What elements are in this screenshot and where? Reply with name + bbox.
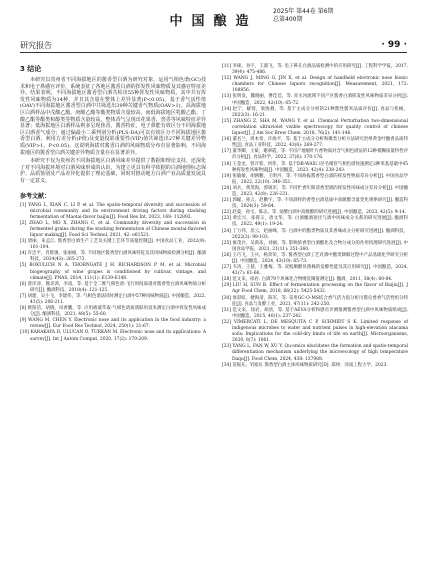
reference-item: [19] 张敏敏，胡鸥鹏，王明丹，等. 不同海拔酱香型白酒的挥发性物质差异分析[J]. 中国食品学报，2022, 22(10): 340-351.	[222, 173, 408, 185]
reference-item: [14] 赵宁，解蓉，梁海燕，等. 基于主成分分析的21种酱性酱米品质评价[J]. 食品与机械，2022(3): 16-21.	[222, 106, 408, 118]
issue-info: 2025年 第44卷 第6期	[273, 8, 334, 15]
header-rule	[20, 52, 407, 53]
reference-item: [4] 许忠平，肖辉强，张丽丽，等. 不同地区酱香型白酒风味特征及其风味物质检测分析[J]. 酿酒科技，2024(43): 265-273.	[20, 251, 206, 263]
page-number: · 99 ·	[381, 40, 407, 50]
reference-item: [5] BOKULICH N A, THORNGATE J H, RICHARDSON P M, et al. Microbial biogeography of wine grapes is conditioned by cultivar, vintage, and climate[J]. PNAS, 2014, 111(1): E139-E148.	[20, 263, 206, 281]
reference-item: [3] 唐丽，朱孟江. 酱香型白酒生产工艺及关键工艺环节质量控制[J]. 中国食品工业，2022(9): 101-104.	[20, 239, 206, 251]
reference-item: [28] 范文来，徐岩. 白酒79个风味化合物嗅觉阈值测定[J]. 酿酒，2011, 38(4): 80-84.	[222, 277, 393, 283]
left-column	[20, 64, 206, 343]
reference-item: [27] 韦涛，王猜，王雅梅，等. 双岐顺酵母菌株的发酵性能及其应用研究[J]. 中国酿造，2024, 43(7): 61-66.	[222, 265, 408, 277]
reference-item: [8] 欧阳洁，胡晓，凤香鹏，等. 应用液液萃取-气相色谱质谱联用技术测定白酒中挥发性风味成分[J]. 酿酒科技，2021, 48(5): 55-60.	[20, 306, 206, 318]
reference-item: [23] 黄宏兴，张孫义，唐文华，等. 白酒酿酒途径与酒中风味成分关系的研究进展[J]. 酿酒科技，2022, 49(1): 19-24.	[222, 216, 408, 228]
reference-item: [22] 赵曼，孙宝，陈志，等. 发酵白酒中高级醇的研究进展[J]. 中国酿造，2023, 42(5): 9-14.	[222, 210, 407, 216]
reference-item: [6] 唐洋涛，熊炎鸿，李南，等. 基于全二维气相色谱-飞行时间质谱对酱香型白酒风味物质分析研究[J]. 酿酒科技，2018(4): 121-125.	[20, 281, 206, 293]
reference-item: [32] VIMERCATI L, DE MESQUITA C P, SCHMIDT S K. Limited response of indigenous microbes to water and nutrient pulses in high-elevation atacama soils: Implications for the cold-dry limits of life on earth[J]. Microorganisms, 2020, 8(7): 1061.	[222, 319, 408, 344]
reference-item: [13] 张明发，魏晓丽，曹佳佳，等. 赤水河流域不同产区酱香白酒挥发性风味物质差异分析[J]. 中国酿造，2022, 42(10): 65-72.	[222, 94, 408, 106]
reference-item: [33] YANG L, FAN W, XU Y. Qu-omics elucidates the formation and spatio-temporal differentiation mechanism underlying the microecology of high temperature Daqu[J]. Food Chem, 2024, 438: 137988.	[222, 344, 408, 362]
reference-item: [9] WANG M, CHEN Y. Electronic nose and its application in the food industry: a review[J]. Eur Food Res Technol, 2024, 250(1): 21-67.	[20, 318, 206, 330]
reference-item: [34] 苗振东，Y国国. 酱香型白酒主体风味物质研究[D]. 郑州：河南工程大学，2023.	[222, 362, 388, 368]
conclusion-paragraph: 本研究以贵州省不同海拔地区的酱香型白酒为研究对象，运用气相色谱(GC)技术和电子鼻感官评价，系统表征了各地区酱香白酒的挥发性风味物质及其感官特征差异。结果表明，不同海拔地区酱香型白酒共检出55种挥发性风味物质，其中共有挥发性风味物质为14种，并且其含量在整体上差异显著(P<0.05)。基于香气活性值(OAV)不同海拔地区酱香型白酒中共筛选出39种关键香气物质(OAV>1)。高海拔地区白酒样品中戊酸乙酯、庚酸乙酯等酯类物质含量较高，而低海拔地区乳酸乙酯、丁酸乙酯等酯类和醇类等物质含量较高。整体香气呈现出花果香、窖香等风味特征差异显著；低海拔地区白酒样品则多呈现焦香、酱香特征。电子鼻能有效区分不同海拔地区白酒香气成分；通过偏最小二乘判别分析(PLS-DA)可以有效区分不同海拔地区酱香型白酒，利用方差分析(P值)及变量投影重要性(VIP)值共筛选出27种关键差异物质(VIP>1，P<0.05)。这说明海拔对酱香白酒的风味物质分布有显著影响，不同海拔地区的酱香型白酒关键差异物质含量存在显著差异。	[20, 77, 206, 156]
conclusion-paragraph: 本研究不仅为贵州省不同海拔地区白酒风味差异提供了数据和理论支持，还深化了对不同海拔环境对白酒风味形成的认识，为建立更具有科学依据的白酒地理标志保护、品质鉴别及产品差异化提供了理论基础，同时对推动地方白酒产业高质量发展具有一定意义。	[20, 158, 206, 184]
reference-list-right	[222, 64, 408, 369]
reference-item: [16] 董名兰，周本奏，许海平，等. 基于主成分分析和聚类分析方法研究贵州黄金叶酿香品质特性[J]. 食品工业科技，2022, 43(6): 269-277.	[222, 137, 408, 149]
reference-item: [1] YANG L, XIAN C, LI P, et al. The spatio-temporal diversity and succession of microbial community and its environment driving factors during stacking fermentation of Maotai-flavor baijiu[J]. Food Res Int, 2023, 169: 112892.	[20, 202, 206, 220]
reference-item: [15] ZHANG Z, SHA M, WANG Y, et al. Chemical Perturbation two-dimensional correlation ultraviolet visible spectroscopy for quality control of chinese liquor[J]. J Am Soc Brew Chem, 2018, 76(2): 141-146.	[222, 118, 408, 137]
reference-item: [10] KARAKAYA D, ULUCAN O, TURKAN M. Electronic nose and its applications: A survey[J]. Int J Autom Comput, 2020, 17(2): 179-209.	[20, 330, 206, 342]
reference-item: [25] 雍茂兵，吴新乐，刘丽，等. 影响浓香型白酒酯化及合物分成分的作用机理研究进展[J]. 中国食品学报，2021, 21(11): 351-360.	[222, 240, 408, 252]
right-column	[222, 64, 408, 369]
page-header	[0, 0, 427, 54]
total-issue-info: 总第400期	[273, 16, 303, 23]
reference-item: [29] LIU H, SUN B. Effect of fermentation processing on the flavor of Baijiu[J]. J Agr Food Chem, 2018, 66(22): 5425-5432.	[222, 283, 408, 295]
reference-item: [18] 王金龙，曾开蓉，何伟，等. 基于DB-WAX口径毛细管气相色谱快速测定2种苯基基础中45种挥发性风味物质[J]. 中国酿造，2023, 42(4): 238-243.	[222, 161, 408, 173]
reference-list-left	[20, 203, 206, 343]
reference-item: [7] 胡建，吴小飞，李建伟，等. 气相色谱法同时测定白酒中57种风味物质[J]. 中国酿造，2022, 41(5): 206-211.	[20, 293, 206, 305]
reference-item: [21] 郭嵘，孙云，赵鹏宇，等. 不同酒样的香型白酒基质中高级醇含量变化规律研究[J]. 酿造科技，2024(3): 59-64.	[222, 198, 408, 210]
conclusion-heading: 3 结论	[20, 65, 42, 73]
reference-item: [11] 李硕，谷宇，王淑飞，等. 电子鼻在白酒品质检测中的应用研究[J]. 工程科学学报，2017, 39(4): 475-486.	[222, 64, 408, 76]
references-heading: 参考文献：	[20, 192, 51, 200]
reference-item: [2] ZHAO L, MO X, ZHANG C, et al. Community diversity and succession in fermented grains during the stacking fermentation of Chinese moutai-flavored liquor making[J]. Food Sci Technol, 2021, 42: e61521.	[20, 220, 206, 238]
reference-item: [26] 王巧飞，王兵，杨荣荣，等. 酱香型白酒工艺对酒中酯类降解过程中产品基础化学研究分析[J]. 中国酿造，2024, 43(10): 65-73.	[222, 252, 408, 264]
reference-item: [31] 范文来，徐岩，胡清，等. 基于AEVA分析和感官评测推测酱香型白酒中风味物质组成[J]. 中国酿造，2015, 40(1): 237-242.	[222, 307, 408, 319]
reference-item: [24] 丁力伟，房云，赵丽峰，等. 白酒中的酯类物质及其香味成分分析研究进展[J]. 酿酒科技，2022(3): 99-103.	[222, 228, 408, 240]
reference-item: [30] 詹彩虹，楼海清，陈军，等. 采用GC-O-MS结合香气活力值分析川酱兑香香气活性组分特征[J]. 食品与发酵工业，2021, 47(11): 242-250.	[222, 295, 408, 307]
journal-title: 中国酿造	[169, 14, 258, 29]
section-label: 研究报告	[20, 41, 52, 50]
reference-item: [20] 刘兵，黄茂海，郭锐军，等. 不同贮香年限清香型酒的挥发性风味成分差异分析[J]. 中国酿造，2023, 42(8): 226-231.	[222, 185, 408, 197]
reference-item: [17] 董华卿，王斌，谢翠霞，等. 不同产地烟叶片香物质对含气相色谱法的12种模糊质量特性评价分析[J]. 食品科学，2022, 37(6): 170-176.	[222, 149, 408, 161]
reference-item: [12] WANG J, MING G, JIN X, et al. Design of handheld electronic nose bionic chambers for Chinese liquors recognition[J]. Measurement, 2021, 172: 108856.	[222, 76, 408, 94]
